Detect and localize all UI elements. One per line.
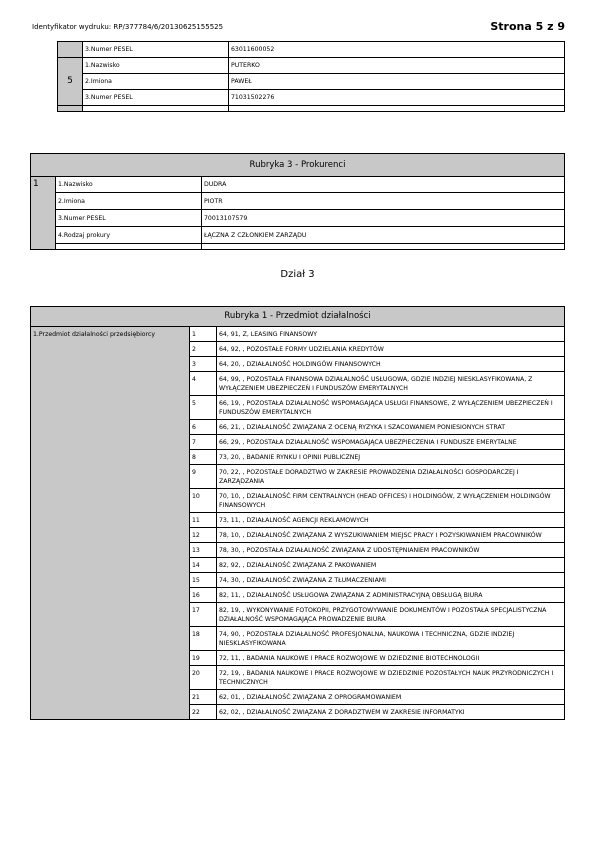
activity-number: 6 — [190, 420, 217, 435]
activity-text: 62, 01, , DZIAŁALNOŚĆ ZWIĄZANA Z OPROGRAMOWANIEM — [217, 690, 565, 705]
activity-text: 64, 20, , DZIAŁALNOŚĆ HOLDINGÓW FINANSOWYCH — [217, 357, 565, 372]
field-label: 1.Nazwisko — [83, 58, 229, 74]
activity-text: 82, 92, , DZIAŁALNOŚĆ ZWIĄZANA Z PAKOWANIEM — [217, 558, 565, 573]
field-label: 1.Nazwisko — [56, 177, 202, 193]
activity-number: 3 — [190, 357, 217, 372]
activity-number: 17 — [190, 603, 217, 627]
print-identifier: Identyfikator wydruku: RP/377784/6/20130625155525 — [32, 23, 224, 31]
field-label: 1.Przedmiot działalności przedsiębiorcy — [31, 327, 190, 720]
activity-number: 10 — [190, 489, 217, 513]
field-value: PAWEŁ — [229, 74, 565, 90]
activity-text: 73, 20, , BADANIE RYNKU I OPINII PUBLICZNEJ — [217, 450, 565, 465]
activity-number: 13 — [190, 543, 217, 558]
field-label: 3.Numer PESEL — [83, 90, 229, 106]
section-heading: Dział 3 — [280, 269, 315, 280]
field-value: PUTERKO — [229, 58, 565, 74]
activity-number: 16 — [190, 588, 217, 603]
page-number: Strona 5 z 9 — [490, 20, 565, 33]
activity-text: 64, 99, , POZOSTAŁA FINANSOWA DZIAŁALNOŚĆ USŁUGOWA, GDZIE INDZIEJ NIESKLASYFIKOWANA, Z WYŁĄCZENIEM UBEZPIECZEŃ I FUNDUSZÓW EMERYTALNYCH — [217, 372, 565, 396]
field-value: 63011600052 — [229, 42, 565, 58]
prokurenci-table — [30, 153, 565, 250]
field-label: 3.Numer PESEL — [83, 42, 229, 58]
field-value: 71031502276 — [229, 90, 565, 106]
activity-text: 74, 30, , DZIAŁALNOŚĆ ZWIĄZANA Z TŁUMACZENIAMI — [217, 573, 565, 588]
activity-number: 11 — [190, 513, 217, 528]
activity-number: 21 — [190, 690, 217, 705]
activity-text: 72, 19, , BADANIA NAUKOWE I PRACE ROZWOJOWE W DZIEDZINIE POZOSTAŁYCH NAUK PRZYRODNICZYCH I TECHNICZNYCH — [217, 666, 565, 690]
activity-number: 12 — [190, 528, 217, 543]
field-label: 3.Numer PESEL — [56, 210, 202, 227]
activity-text: 66, 19, , POZOSTAŁA DZIAŁALNOŚĆ WSPOMAGAJĄCA USŁUGI FINANSOWE, Z WYŁĄCZENIEM UBEZPIECZEŃ I FUNDUSZÓW EMERYTALNYCH — [217, 396, 565, 420]
activity-number: 8 — [190, 450, 217, 465]
activity-text: 62, 02, , DZIAŁALNOŚĆ ZWIĄZANA Z DORADZTWEM W ZAKRESIE INFORMATYKI — [217, 705, 565, 720]
field-value: ŁĄCZNA Z CZŁONKIEM ZARZĄDU — [202, 227, 565, 244]
activity-number: 22 — [190, 705, 217, 720]
activity-number: 7 — [190, 435, 217, 450]
top-table — [57, 41, 565, 112]
activity-number: 4 — [190, 372, 217, 396]
activity-number: 1 — [190, 327, 217, 342]
section-title: Rubryka 3 - Prokurenci — [31, 154, 565, 177]
activity-number: 14 — [190, 558, 217, 573]
activity-table — [30, 306, 565, 720]
activity-number: 18 — [190, 627, 217, 651]
field-label: 2.Imiona — [83, 74, 229, 90]
activity-number: 20 — [190, 666, 217, 690]
activity-text: 64, 92, , POZOSTAŁE FORMY UDZIELANIA KREDYTÓW — [217, 342, 565, 357]
section-title: Rubryka 1 - Przedmiot działalności — [31, 307, 565, 327]
field-value: DUDRA — [202, 177, 565, 193]
activity-text: 70, 10, , DZIAŁALNOŚĆ FIRM CENTRALNYCH (HEAD OFFICES) I HOLDINGÓW, Z WYŁĄCZENIEM HOLDINGÓW FINANSOWYCH — [217, 489, 565, 513]
activity-text: 74, 90, , POZOSTAŁA DZIAŁALNOŚĆ PROFESJONALNA, NAUKOWA I TECHNICZNA, GDZIE INDZIEJ NIESKLASYFIKOWANA — [217, 627, 565, 651]
field-value: PIOTR — [202, 193, 565, 210]
activity-row — [31, 327, 565, 342]
entry-number: 5 — [58, 58, 83, 106]
activity-number: 19 — [190, 651, 217, 666]
activity-text: 78, 30, , POZOSTAŁA DZIAŁALNOŚĆ ZWIĄZANA Z UDOSTĘPNIANIEM PRACOWNIKÓW — [217, 543, 565, 558]
field-label: 4.Rodzaj prokury — [56, 227, 202, 244]
activity-text: 66, 29, , POZOSTAŁA DZIAŁALNOŚĆ WSPOMAGAJĄCA UBEZPIECZENIA I FUNDUSZE EMERYTALNE — [217, 435, 565, 450]
activity-number: 9 — [190, 465, 217, 489]
activity-number: 5 — [190, 396, 217, 420]
activity-number: 15 — [190, 573, 217, 588]
activity-text: 72, 11, , BADANIA NAUKOWE I PRACE ROZWOJOWE W DZIEDZINIE BIOTECHNOLOGII — [217, 651, 565, 666]
activity-text: 66, 21, , DZIAŁALNOŚĆ ZWIĄZANA Z OCENĄ RYZYKA I SZACOWANIEM PONIESIONYCH STRAT — [217, 420, 565, 435]
field-label: 2.Imiona — [56, 193, 202, 210]
activity-number: 2 — [190, 342, 217, 357]
entry-number: 1 — [31, 177, 56, 250]
activity-text: 78, 10, , DZIAŁALNOŚĆ ZWIĄZANA Z WYSZUKIWANIEM MIEJSC PRACY I POZYSKIWANIEM PRACOWNIKÓW — [217, 528, 565, 543]
activity-text: 73, 11, , DZIAŁALNOŚĆ AGENCJI REKLAMOWYCH — [217, 513, 565, 528]
activity-text: 82, 19, , WYKONYWANIE FOTOKOPII, PRZYGOTOWYWANIE DOKUMENTÓW I POZOSTAŁA SPECJALISTYCZNA DZIAŁALNOŚĆ WSPOMAGAJĄCA PROWADZENIE BIURA — [217, 603, 565, 627]
activity-text: 70, 22, , POZOSTAŁE DORADZTWO W ZAKRESIE PROWADZENIA DZIAŁALNOŚCI GOSPODARCZEJ I ZARZĄDZANIA — [217, 465, 565, 489]
field-value: 70013107579 — [202, 210, 565, 227]
activity-text: 82, 11, , DZIAŁALNOŚĆ USŁUGOWA ZWIĄZANA Z ADMINISTRACYJNĄ OBSŁUGĄ BIURA — [217, 588, 565, 603]
activity-text: 64, 91, Z, LEASING FINANSOWY — [217, 327, 565, 342]
